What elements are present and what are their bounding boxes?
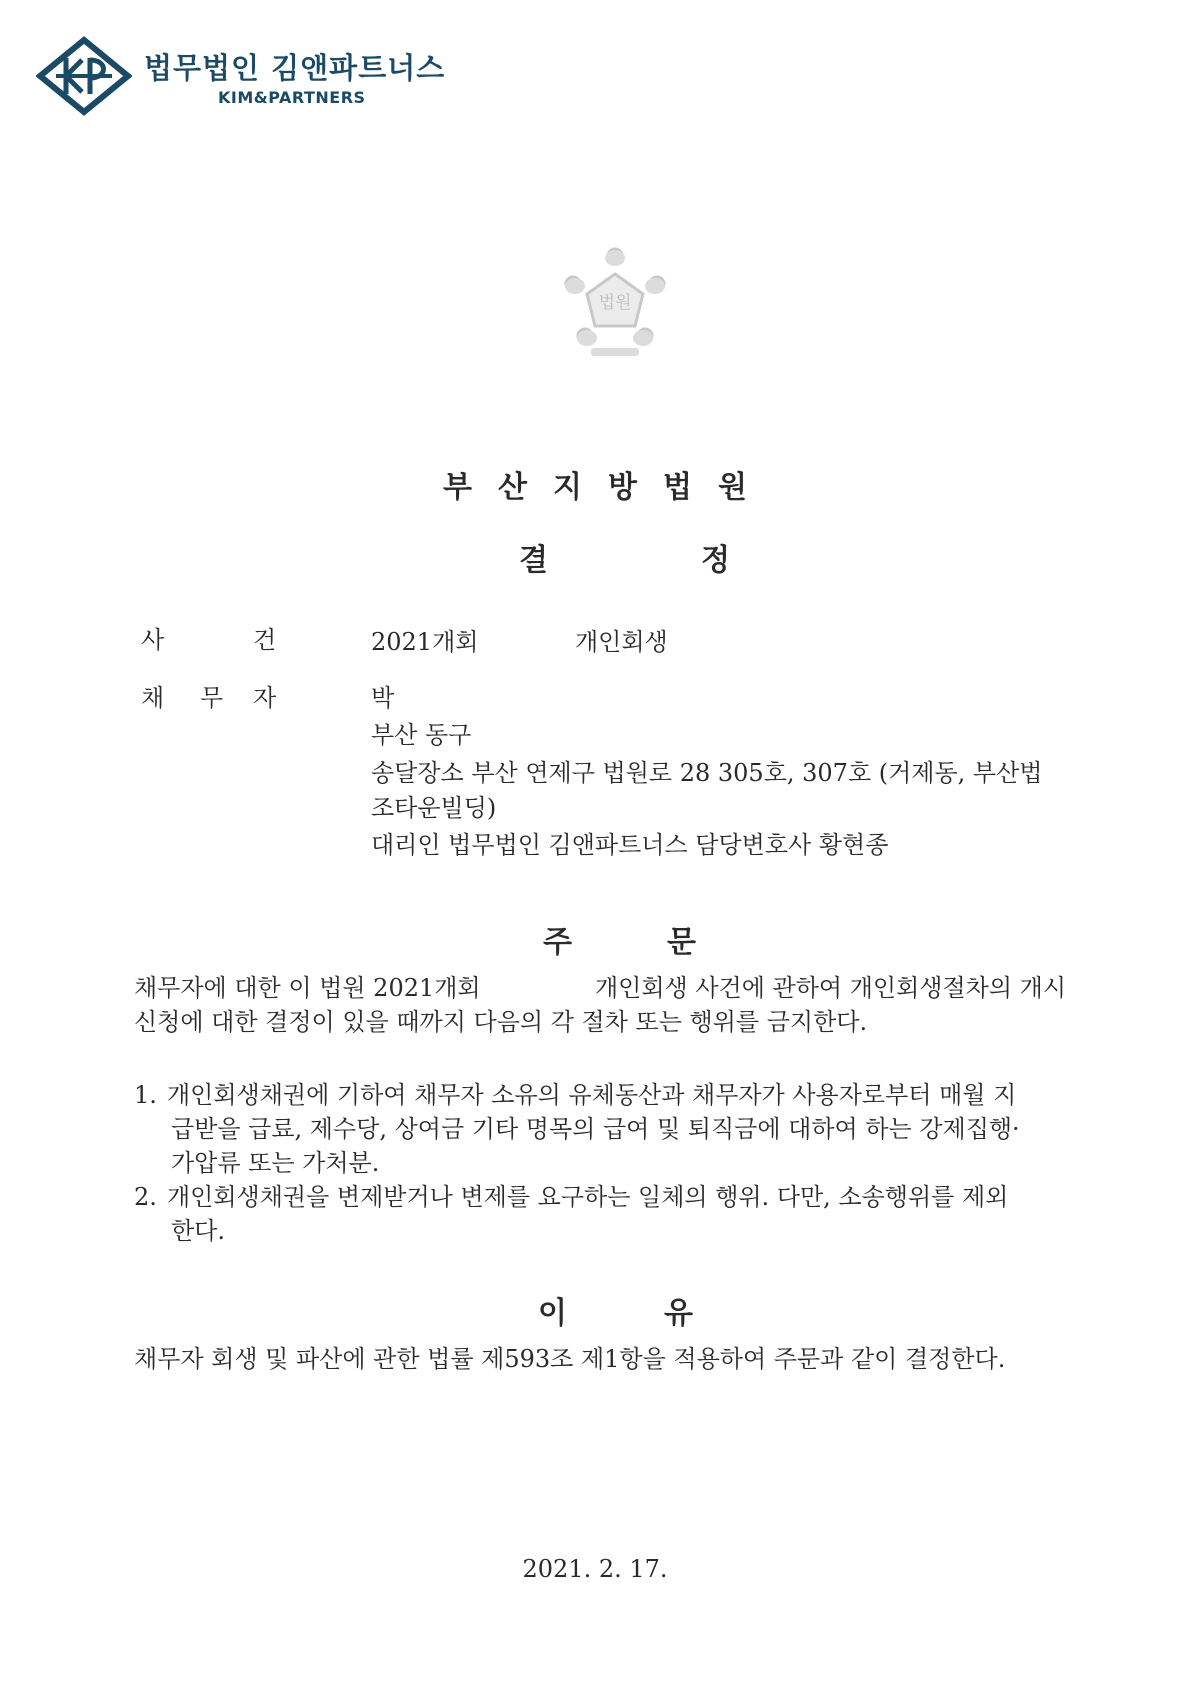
debtor-label-char: 무 [200,684,224,712]
order-intro-part2: 개인회생 사건에 관하여 개인회생절차의 개시 [595,974,1067,1002]
debtor-label-char: 채 [141,684,165,712]
reason-heading [0,1288,1190,1331]
firm-logo [36,36,456,116]
debtor-delivery-address: 송달장소 부산 연제구 법원로 28 305호, 307호 (거제동, 부산법 [371,759,1043,787]
reason-heading-char: 유 [664,1296,693,1331]
court-name: 부산지방법원 [443,470,773,505]
order-heading-char: 주 [543,925,572,960]
case-name: 개인회생 [575,628,668,656]
document-title-char: 정 [701,543,730,578]
court-seal-icon [555,244,675,364]
reason-text: 채무자 회생 및 파산에 관한 법률 제593조 제1항을 적용하여 주문과 같이 결정한다. [134,1345,1006,1373]
order-item-line: 가압류 또는 가처분. [171,1149,380,1177]
firm-name-ko: 법무법인 김앤파트너스 [144,51,446,85]
case-label-char: 건 [253,626,277,654]
order-intro-part1: 채무자에 대한 이 법원 2021개회 [134,974,481,1002]
order-item-number: 1. [134,1081,157,1109]
order-intro-line2: 신청에 대한 결정이 있을 때까지 다음의 각 절차 또는 행위를 금지한다. [134,1008,868,1036]
order-item-line: 개인회생채권에 기하여 채무자 소유의 유체동산과 채무자가 사용자로부터 매월 지 [167,1081,1017,1109]
order-item-line: 한다. [171,1217,225,1245]
order-item-line: 급받을 급료, 제수당, 상여금 기타 명목의 급여 및 퇴직금에 대하여 하는 강제집행· [171,1115,1020,1143]
debtor-label-char: 자 [253,684,277,712]
debtor-representative: 대리인 법무법인 김앤파트너스 담당변호사 황현종 [371,831,889,859]
order-heading [0,917,1190,960]
debtor-name: 박 [371,684,395,712]
decision-date: 2021. 2. 17. [522,1555,668,1583]
order-item-line: 개인회생채권을 변제받거나 변제를 요구하는 일체의 행위. 다만, 소송행위를 제외 [167,1183,1009,1211]
svg-text:법원: 법원 [598,293,632,313]
firm-name-en: KIM&PARTNERS [218,88,366,107]
order-item-number: 2. [134,1183,157,1211]
order-heading-char: 문 [667,925,696,960]
case-label-char: 사 [141,626,165,654]
firm-logo-mark-icon [36,36,132,116]
reason-heading-char: 이 [538,1296,567,1331]
document-title [0,535,1190,578]
case-number: 2021개회 [371,628,479,656]
debtor-address: 부산 동구 [371,721,472,749]
debtor-delivery-address-cont: 조타운빌딩) [371,794,497,822]
document-title-char: 결 [519,543,548,578]
